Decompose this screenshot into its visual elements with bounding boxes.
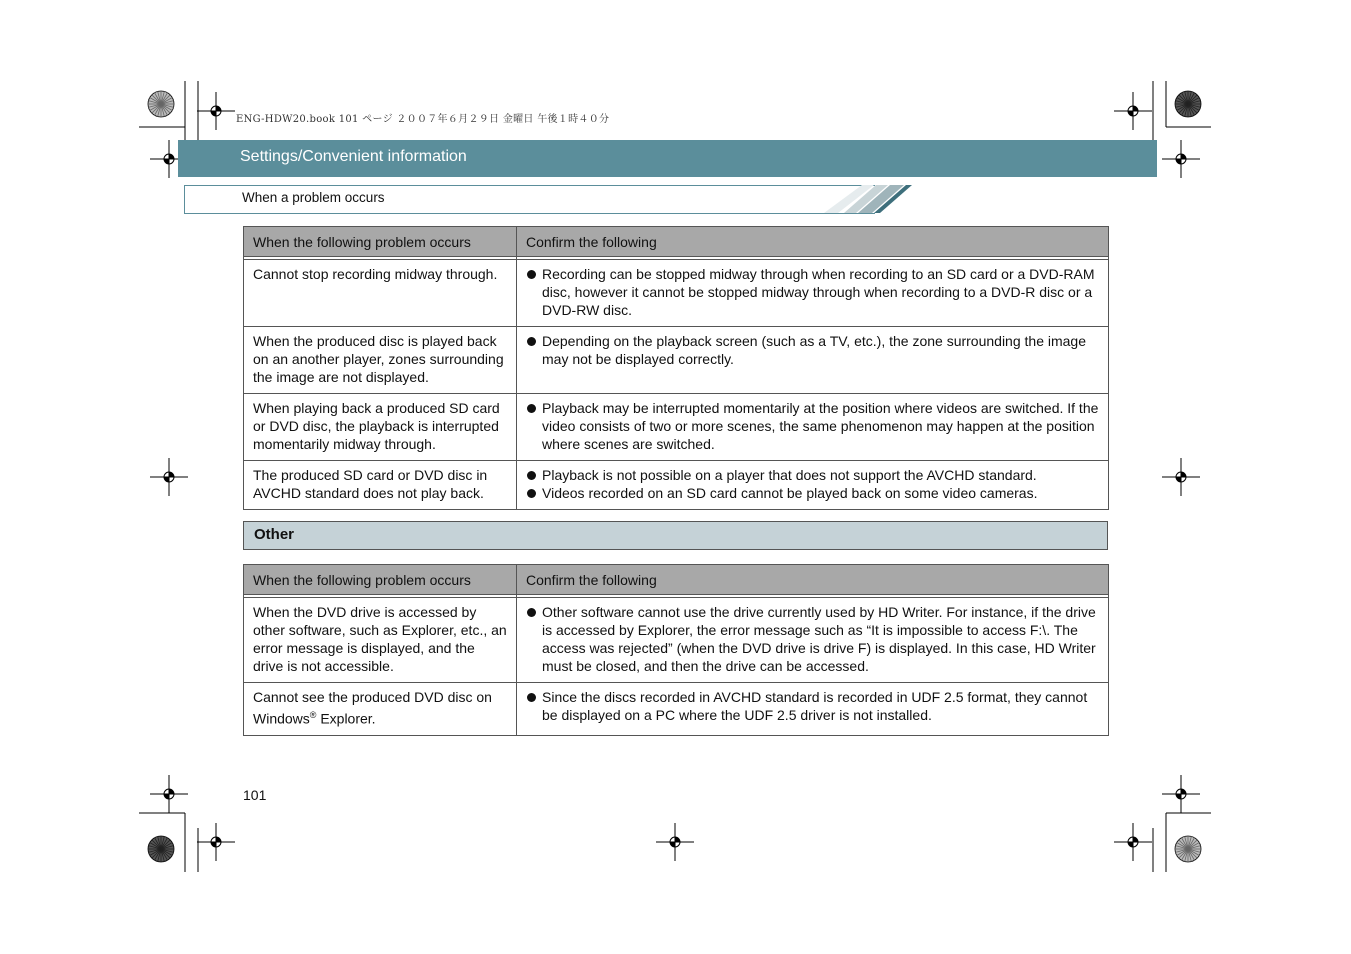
troubleshooting-table <box>243 226 1109 510</box>
column-header-problem: When the following problem occurs <box>244 565 517 595</box>
table-row <box>244 598 1109 683</box>
confirm-cell <box>517 394 1109 461</box>
confirm-cell <box>517 260 1109 327</box>
confirm-cell <box>517 598 1109 683</box>
column-header-problem: When the following problem occurs <box>244 227 517 257</box>
confirm-cell <box>517 327 1109 394</box>
problem-cell: When the produced disc is played back on an another player, zones surrounding the image are not displayed. <box>244 327 517 394</box>
confirm-cell <box>517 683 1109 736</box>
bullet-item: Since the discs recorded in AVCHD standard is recorded in UDF 2.5 format, they cannot be displayed on a PC where the UDF 2.5 driver is not installed. <box>526 688 1099 724</box>
problem-cell: When the DVD drive is accessed by other software, such as Explorer, etc., an error message is displayed, and the drive is not accessible. <box>244 598 517 683</box>
column-header-confirm: Confirm the following <box>517 227 1109 257</box>
other-section-heading <box>243 521 1108 550</box>
other-heading-label: Other <box>254 526 295 543</box>
print-header: ENG-HDW20.book 101 ページ ２００７年６月２９日 金曜日 午後１時４０分 <box>236 114 610 125</box>
registered-mark: ® <box>309 710 317 720</box>
section-title: Settings/Convenient information <box>240 148 467 165</box>
page-number: 101 <box>243 787 267 803</box>
problem-text-end: Explorer. <box>316 710 376 727</box>
table-row <box>244 327 1109 394</box>
table-row <box>244 394 1109 461</box>
stripe-decoration <box>824 185 914 214</box>
problem-cell: When playing back a produced SD card or DVD disc, the playback is interrupted momentarily midway through. <box>244 394 517 461</box>
subsection-title: When a problem occurs <box>242 190 385 205</box>
column-header-confirm: Confirm the following <box>517 565 1109 595</box>
table-header-row <box>244 565 1109 595</box>
table-row <box>244 260 1109 327</box>
bullet-item: Depending on the playback screen (such as a TV, etc.), the zone surrounding the image may not be displayed correctly. <box>526 332 1099 368</box>
section-banner <box>178 140 1157 177</box>
bullet-item: Playback is not possible on a player that does not support the AVCHD standard. <box>526 466 1099 484</box>
bullet-item: Videos recorded on an SD card cannot be played back on some video cameras. <box>526 484 1099 502</box>
table-header-row <box>244 227 1109 257</box>
confirm-cell <box>517 461 1109 510</box>
bullet-item: Playback may be interrupted momentarily at the position where videos are switched. If the video consists of two or more scenes, the same phenomenon may happen at the position where scenes are switched. <box>526 399 1099 453</box>
bullet-item: Recording can be stopped midway through when recording to an SD card or a DVD-RAM disc, however it cannot be stopped midway through when recording to a DVD-R disc or a DVD-RW disc. <box>526 265 1099 319</box>
problem-cell <box>244 683 517 736</box>
subsection-bar <box>184 185 914 214</box>
problem-cell: The produced SD card or DVD disc in AVCHD standard does not play back. <box>244 461 517 510</box>
problem-cell: Cannot stop recording midway through. <box>244 260 517 327</box>
table-row <box>244 683 1109 736</box>
problem-text: Cannot see the produced DVD disc on Windows <box>253 689 492 727</box>
bullet-item: Other software cannot use the drive currently used by HD Writer. For instance, if the drive is accessed by Explorer, the error message such as “It is impossible to access F:\. The access was rejected” (when the DVD drive is drive F) is displayed. In this case, HD Writer must be closed, and then the drive can be accessed. <box>526 603 1099 675</box>
other-troubleshooting-table <box>243 564 1109 736</box>
table-row <box>244 461 1109 510</box>
